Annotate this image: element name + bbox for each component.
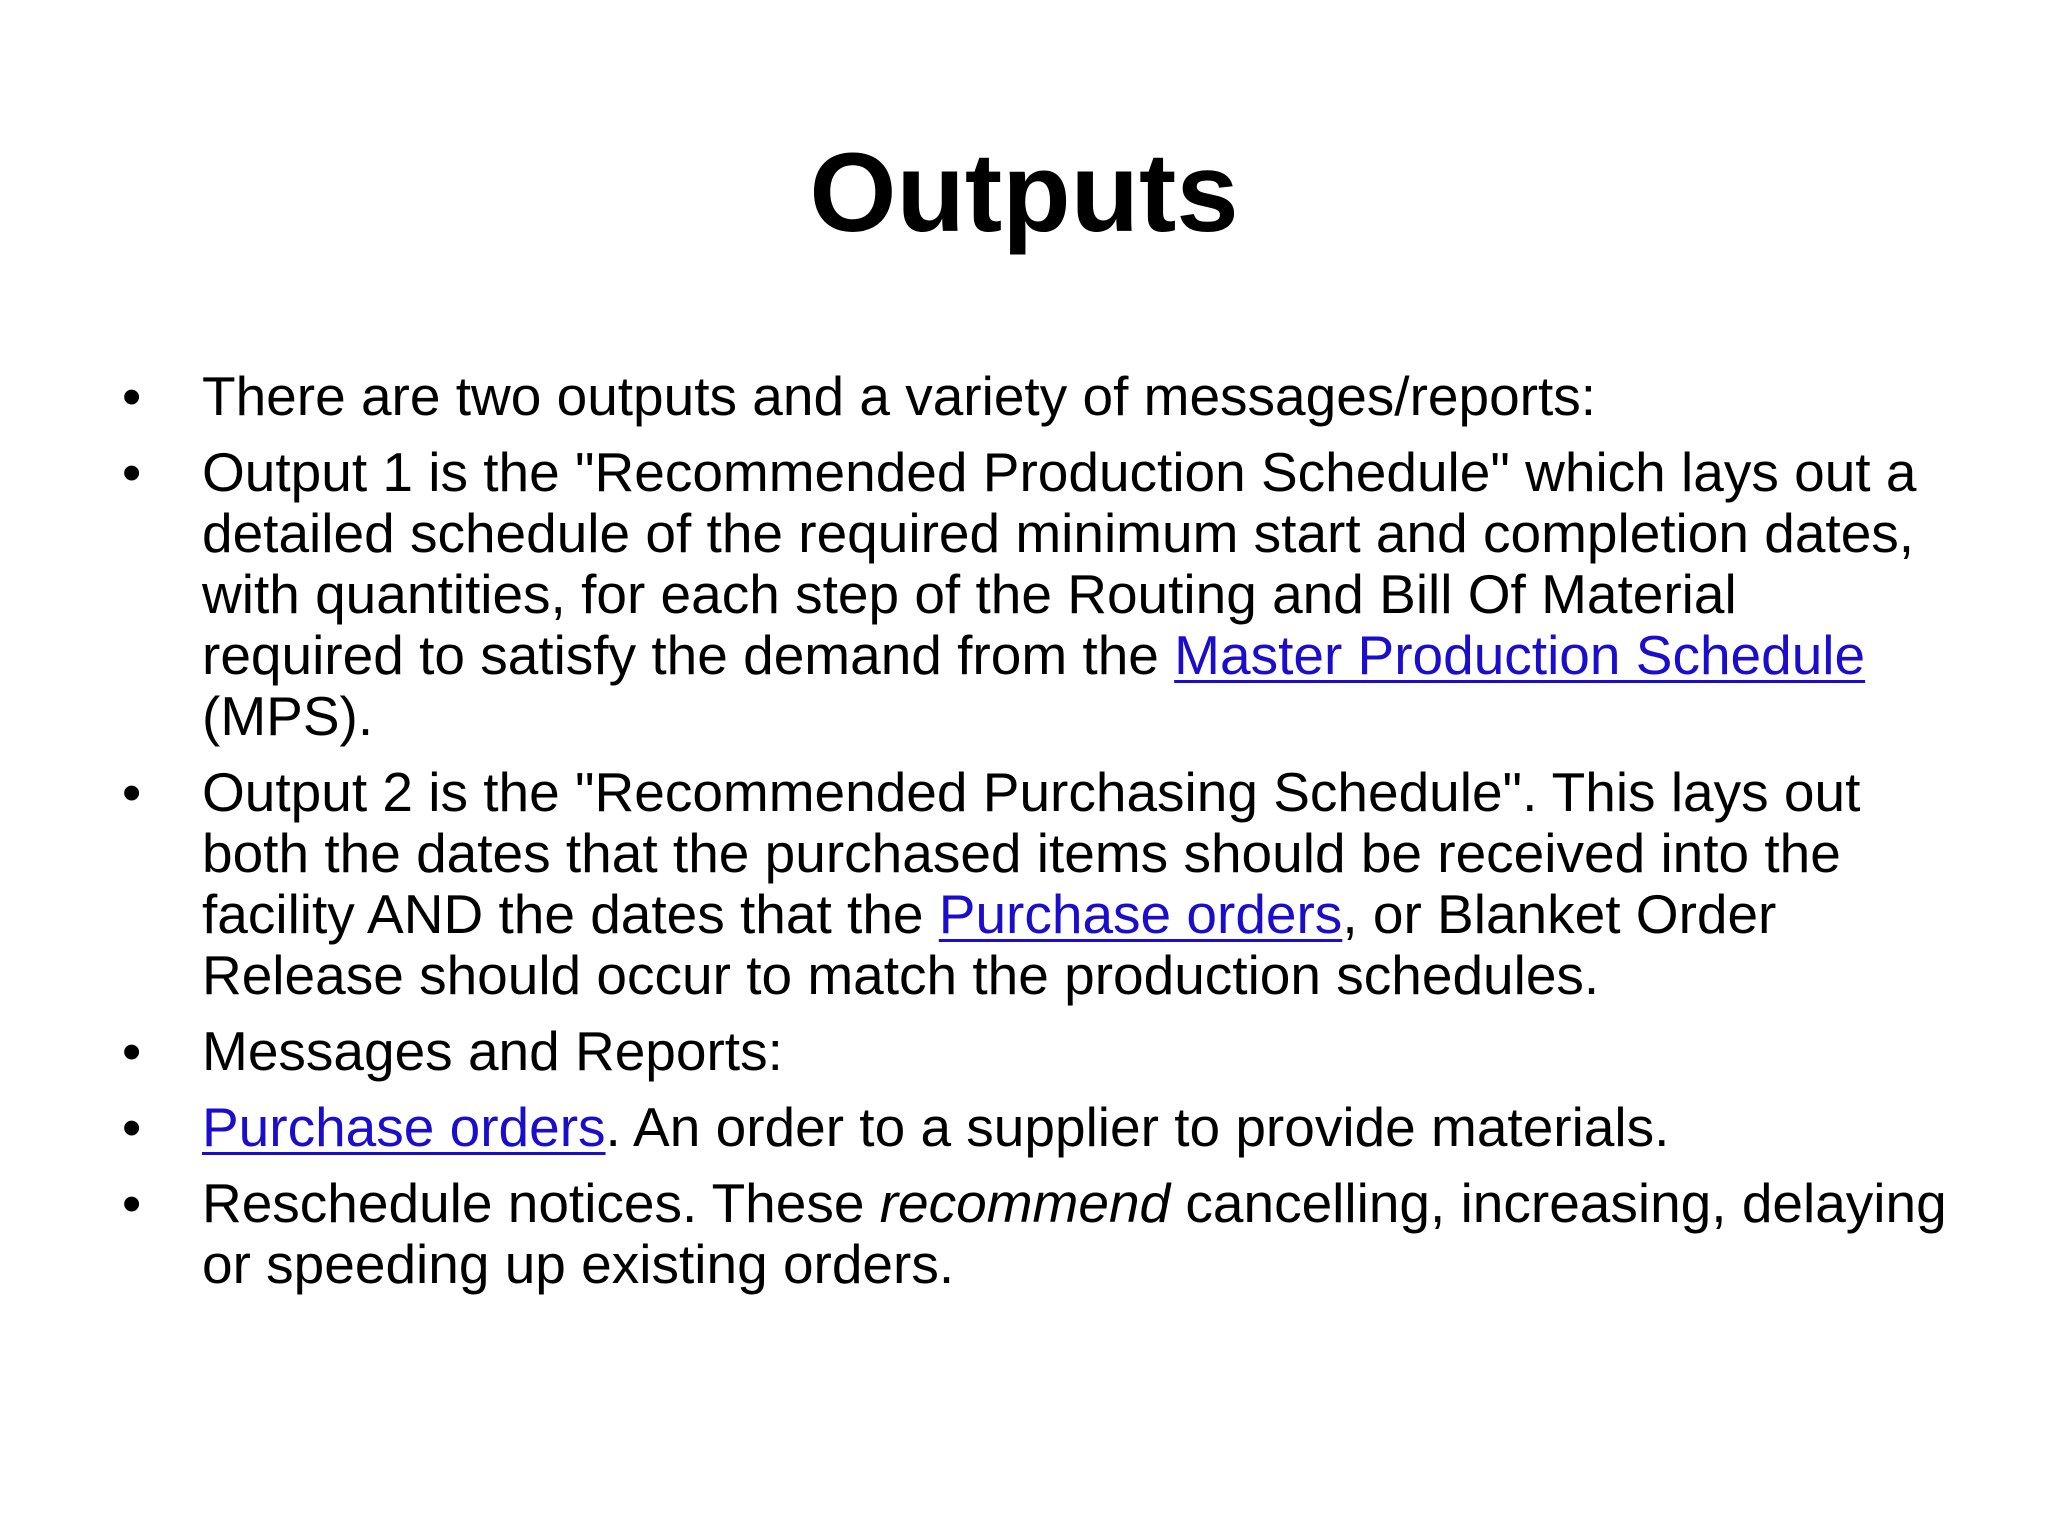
bullet-icon: • xyxy=(122,441,142,503)
bullet-text-before: Output 2 is the "Recommended Purchasing Schedule". This lays out both the dates that the purchased items should be received into the facility AND the dates that the xyxy=(202,761,1861,945)
bullet-icon: • xyxy=(122,761,142,823)
bullet-item-3 xyxy=(120,762,1950,1006)
bullet-list xyxy=(120,366,1950,1310)
bullet-text-before: Reschedule notices. These xyxy=(202,1172,880,1234)
bullet-item-5 xyxy=(120,1097,1950,1158)
bullet-text-after: (MPS). xyxy=(202,685,374,747)
bullet-text-after: . An order to a supplier to provide materials. xyxy=(605,1096,1670,1158)
bullet-text-after: cancelling, increasing, delaying or speeding up existing orders. xyxy=(202,1172,1947,1295)
bullet-item-6 xyxy=(120,1173,1950,1295)
bullet-item-4 xyxy=(120,1021,1950,1082)
purchase-orders-link[interactable]: Purchase orders xyxy=(202,1096,606,1158)
bullet-text: There are two outputs and a variety of messages/reports: xyxy=(202,365,1597,427)
bullet-text-before: Output 1 is the "Recommended Production Schedule" which lays out a detailed schedule of the required minimum start and completion dates, with quantities, for each step of the Routing and Bill Of Material required to satisfy the demand from the xyxy=(202,441,1917,686)
bullet-icon: • xyxy=(122,1020,142,1082)
purchase-orders-link[interactable]: Purchase orders xyxy=(938,883,1343,945)
bullet-icon: • xyxy=(122,1096,142,1158)
bullet-item-1 xyxy=(120,366,1950,427)
bullet-icon: • xyxy=(122,1172,142,1234)
slide-title: Outputs xyxy=(809,130,1239,255)
master-production-schedule-link[interactable]: Master Production Schedule xyxy=(1174,624,1866,686)
bullet-text-after: , or Blanket Order Release should occur to match the production schedules. xyxy=(202,883,1777,1006)
bullet-icon: • xyxy=(122,365,142,427)
bullet-text: Messages and Reports: xyxy=(202,1020,783,1082)
bullet-item-2 xyxy=(120,442,1950,747)
emphasis-text: recommend xyxy=(879,1172,1171,1234)
